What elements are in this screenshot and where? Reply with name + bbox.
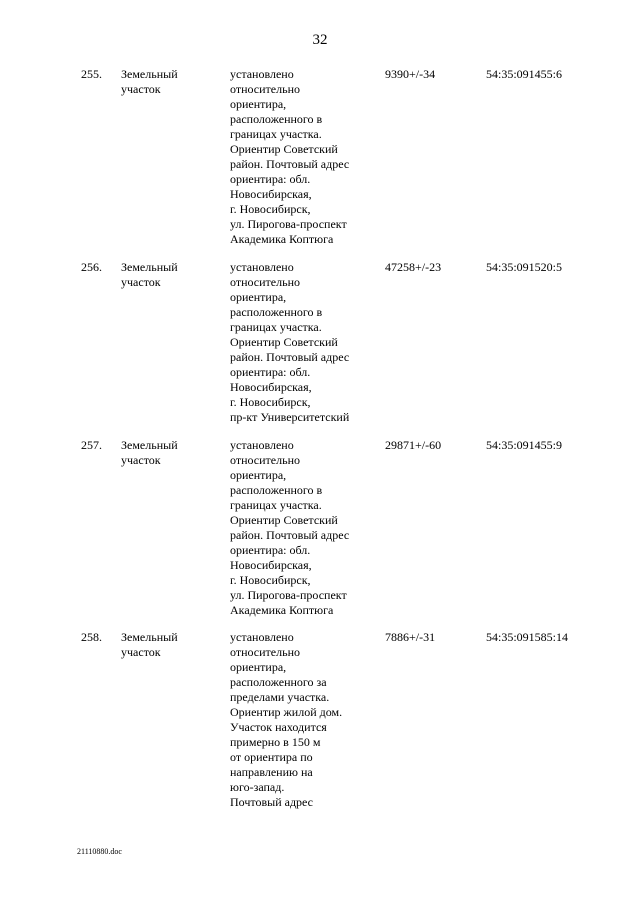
area-value: 47258+/-23: [385, 260, 442, 274]
area-value: 29871+/-60: [385, 438, 442, 452]
cadastral-number: 54:35:091455:6: [486, 67, 563, 81]
row-number: 255.: [81, 67, 102, 81]
row-number: 258.: [81, 630, 102, 644]
object-kind: Земельный участок: [121, 67, 178, 96]
cadastral-number: 54:35:091585:14: [486, 630, 569, 644]
location-description: установлено относительно ориентира, расположенного в границах участка. Ориентир Советский район. Почтовый адрес ориентира: обл. Новосибирская, г. Новосибирск, пр-кт Университетский: [230, 260, 350, 424]
page-number: 32: [312, 32, 328, 48]
area-value: 9390+/-34: [385, 67, 436, 81]
location-description: установлено относительно ориентира, расположенного в границах участка. Ориентир Советский район. Почтовый адрес ориентира: обл. Новосибирская, г. Новосибирск, ул. Пирогова-проспект Академика Коптюга: [230, 438, 350, 617]
row-number: 256.: [81, 260, 102, 274]
cadastral-number: 54:35:091455:9: [486, 438, 563, 452]
location-description: установлено относительно ориентира, расположенного в границах участка. Ориентир Советский район. Почтовый адрес ориентира: обл. Новосибирская, г. Новосибирск, ул. Пирогова-проспект Академика Коптюга: [230, 67, 350, 246]
object-kind: Земельный участок: [121, 630, 178, 659]
object-kind: Земельный участок: [121, 438, 178, 467]
cadastral-number: 54:35:091520:5: [486, 260, 563, 274]
area-value: 7886+/-31: [385, 630, 436, 644]
location-description: установлено относительно ориентира, расположенного за пределами участка. Ориентир жилой дом. Участок находится примерно в 150 м от ориентира по направлению на юго-запад. Почтовый адрес: [230, 630, 343, 809]
row-number: 257.: [81, 438, 102, 452]
object-kind: Земельный участок: [121, 260, 178, 289]
document-footer: 21110880.doc: [77, 847, 122, 856]
